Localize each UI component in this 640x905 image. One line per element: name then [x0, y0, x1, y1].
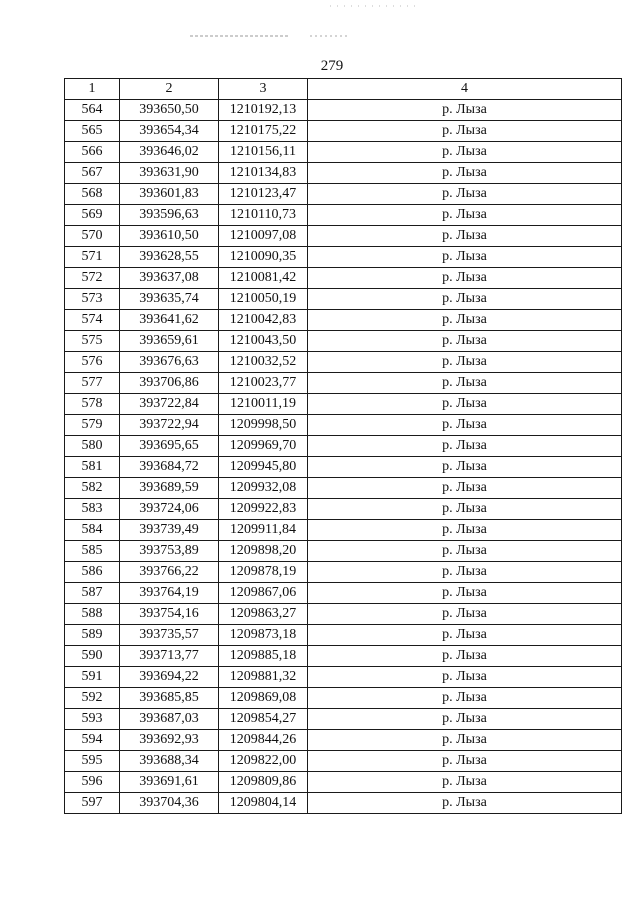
x-coordinate-cell: 393764,19	[120, 583, 219, 604]
table-row	[65, 205, 622, 226]
description-cell: р. Лыза	[308, 289, 622, 310]
y-coordinate-cell: 1209822,00	[219, 751, 308, 772]
table-row	[65, 121, 622, 142]
description-cell: р. Лыза	[308, 646, 622, 667]
table-row	[65, 352, 622, 373]
table-row	[65, 709, 622, 730]
x-coordinate-cell: 393766,22	[120, 562, 219, 583]
y-coordinate-cell: 1209881,32	[219, 667, 308, 688]
description-cell: р. Лыза	[308, 730, 622, 751]
table-row	[65, 457, 622, 478]
y-coordinate-cell: 1209898,20	[219, 541, 308, 562]
table-row	[65, 583, 622, 604]
table-row	[65, 646, 622, 667]
coordinates-table	[64, 78, 622, 814]
table-row	[65, 100, 622, 121]
x-coordinate-cell: 393695,65	[120, 436, 219, 457]
description-cell: р. Лыза	[308, 436, 622, 457]
y-coordinate-cell: 1209867,06	[219, 583, 308, 604]
point-number-cell: 592	[65, 688, 120, 709]
y-coordinate-cell: 1209969,70	[219, 436, 308, 457]
description-cell: р. Лыза	[308, 205, 622, 226]
y-coordinate-cell: 1210192,13	[219, 100, 308, 121]
x-coordinate-cell: 393706,86	[120, 373, 219, 394]
x-coordinate-cell: 393724,06	[120, 499, 219, 520]
point-number-cell: 577	[65, 373, 120, 394]
column-header: 3	[219, 79, 308, 100]
table-row	[65, 688, 622, 709]
x-coordinate-cell: 393691,61	[120, 772, 219, 793]
column-header: 4	[308, 79, 622, 100]
page-number: 279	[320, 58, 344, 74]
x-coordinate-cell: 393713,77	[120, 646, 219, 667]
y-coordinate-cell: 1210097,08	[219, 226, 308, 247]
x-coordinate-cell: 393692,93	[120, 730, 219, 751]
description-cell: р. Лыза	[308, 667, 622, 688]
x-coordinate-cell: 393722,84	[120, 394, 219, 415]
point-number-cell: 584	[65, 520, 120, 541]
description-cell: р. Лыза	[308, 499, 622, 520]
x-coordinate-cell: 393650,50	[120, 100, 219, 121]
description-cell: р. Лыза	[308, 163, 622, 184]
y-coordinate-cell: 1209922,83	[219, 499, 308, 520]
x-coordinate-cell: 393689,59	[120, 478, 219, 499]
description-cell: р. Лыза	[308, 562, 622, 583]
table-row	[65, 562, 622, 583]
table-row	[65, 247, 622, 268]
x-coordinate-cell: 393722,94	[120, 415, 219, 436]
table-row	[65, 331, 622, 352]
point-number-cell: 589	[65, 625, 120, 646]
description-cell: р. Лыза	[308, 373, 622, 394]
point-number-cell: 586	[65, 562, 120, 583]
table-row	[65, 625, 622, 646]
point-number-cell: 573	[65, 289, 120, 310]
point-number-cell: 593	[65, 709, 120, 730]
y-coordinate-cell: 1209932,08	[219, 478, 308, 499]
point-number-cell: 575	[65, 331, 120, 352]
table-row	[65, 667, 622, 688]
description-cell: р. Лыза	[308, 793, 622, 814]
description-cell: р. Лыза	[308, 226, 622, 247]
point-number-cell: 566	[65, 142, 120, 163]
table-row	[65, 268, 622, 289]
description-cell: р. Лыза	[308, 709, 622, 730]
x-coordinate-cell: 393704,36	[120, 793, 219, 814]
table-row	[65, 142, 622, 163]
x-coordinate-cell: 393610,50	[120, 226, 219, 247]
table-row	[65, 520, 622, 541]
y-coordinate-cell: 1210043,50	[219, 331, 308, 352]
point-number-cell: 571	[65, 247, 120, 268]
scan-artifact-marks	[180, 2, 480, 42]
table-row	[65, 184, 622, 205]
description-cell: р. Лыза	[308, 268, 622, 289]
description-cell: р. Лыза	[308, 625, 622, 646]
x-coordinate-cell: 393601,83	[120, 184, 219, 205]
description-cell: р. Лыза	[308, 688, 622, 709]
y-coordinate-cell: 1210023,77	[219, 373, 308, 394]
point-number-cell: 574	[65, 310, 120, 331]
point-number-cell: 587	[65, 583, 120, 604]
point-number-cell: 595	[65, 751, 120, 772]
x-coordinate-cell: 393635,74	[120, 289, 219, 310]
point-number-cell: 576	[65, 352, 120, 373]
description-cell: р. Лыза	[308, 394, 622, 415]
y-coordinate-cell: 1210042,83	[219, 310, 308, 331]
table-row	[65, 394, 622, 415]
description-cell: р. Лыза	[308, 457, 622, 478]
y-coordinate-cell: 1210050,19	[219, 289, 308, 310]
point-number-cell: 568	[65, 184, 120, 205]
y-coordinate-cell: 1210032,52	[219, 352, 308, 373]
point-number-cell: 583	[65, 499, 120, 520]
table-row	[65, 751, 622, 772]
x-coordinate-cell: 393676,63	[120, 352, 219, 373]
point-number-cell: 570	[65, 226, 120, 247]
y-coordinate-cell: 1210090,35	[219, 247, 308, 268]
description-cell: р. Лыза	[308, 415, 622, 436]
x-coordinate-cell: 393688,34	[120, 751, 219, 772]
y-coordinate-cell: 1210175,22	[219, 121, 308, 142]
x-coordinate-cell: 393659,61	[120, 331, 219, 352]
description-cell: р. Лыза	[308, 310, 622, 331]
column-header: 1	[65, 79, 120, 100]
x-coordinate-cell: 393684,72	[120, 457, 219, 478]
x-coordinate-cell: 393753,89	[120, 541, 219, 562]
x-coordinate-cell: 393687,03	[120, 709, 219, 730]
table-row	[65, 163, 622, 184]
x-coordinate-cell: 393735,57	[120, 625, 219, 646]
point-number-cell: 588	[65, 604, 120, 625]
table-row	[65, 310, 622, 331]
x-coordinate-cell: 393739,49	[120, 520, 219, 541]
table-body	[65, 100, 622, 814]
y-coordinate-cell: 1210011,19	[219, 394, 308, 415]
y-coordinate-cell: 1209873,18	[219, 625, 308, 646]
y-coordinate-cell: 1210156,11	[219, 142, 308, 163]
description-cell: р. Лыза	[308, 751, 622, 772]
table-row	[65, 772, 622, 793]
description-cell: р. Лыза	[308, 583, 622, 604]
description-cell: р. Лыза	[308, 520, 622, 541]
point-number-cell: 581	[65, 457, 120, 478]
table-row	[65, 478, 622, 499]
point-number-cell: 594	[65, 730, 120, 751]
y-coordinate-cell: 1209878,19	[219, 562, 308, 583]
y-coordinate-cell: 1210134,83	[219, 163, 308, 184]
point-number-cell: 578	[65, 394, 120, 415]
table-row	[65, 289, 622, 310]
y-coordinate-cell: 1209863,27	[219, 604, 308, 625]
y-coordinate-cell: 1209945,80	[219, 457, 308, 478]
y-coordinate-cell: 1209804,14	[219, 793, 308, 814]
table-row	[65, 541, 622, 562]
table-row	[65, 436, 622, 457]
point-number-cell: 582	[65, 478, 120, 499]
description-cell: р. Лыза	[308, 247, 622, 268]
table-row	[65, 604, 622, 625]
x-coordinate-cell: 393685,85	[120, 688, 219, 709]
x-coordinate-cell: 393637,08	[120, 268, 219, 289]
y-coordinate-cell: 1209844,26	[219, 730, 308, 751]
point-number-cell: 569	[65, 205, 120, 226]
table-row	[65, 415, 622, 436]
y-coordinate-cell: 1209885,18	[219, 646, 308, 667]
x-coordinate-cell: 393646,02	[120, 142, 219, 163]
point-number-cell: 572	[65, 268, 120, 289]
x-coordinate-cell: 393641,62	[120, 310, 219, 331]
point-number-cell: 590	[65, 646, 120, 667]
table-row	[65, 793, 622, 814]
point-number-cell: 580	[65, 436, 120, 457]
y-coordinate-cell: 1209869,08	[219, 688, 308, 709]
x-coordinate-cell: 393631,90	[120, 163, 219, 184]
y-coordinate-cell: 1210110,73	[219, 205, 308, 226]
description-cell: р. Лыза	[308, 352, 622, 373]
description-cell: р. Лыза	[308, 541, 622, 562]
x-coordinate-cell: 393754,16	[120, 604, 219, 625]
x-coordinate-cell: 393654,34	[120, 121, 219, 142]
x-coordinate-cell: 393596,63	[120, 205, 219, 226]
point-number-cell: 564	[65, 100, 120, 121]
y-coordinate-cell: 1209854,27	[219, 709, 308, 730]
table-row	[65, 499, 622, 520]
description-cell: р. Лыза	[308, 772, 622, 793]
table-row	[65, 730, 622, 751]
y-coordinate-cell: 1209911,84	[219, 520, 308, 541]
description-cell: р. Лыза	[308, 331, 622, 352]
description-cell: р. Лыза	[308, 604, 622, 625]
table-header-row	[65, 79, 622, 100]
table-row	[65, 226, 622, 247]
point-number-cell: 591	[65, 667, 120, 688]
description-cell: р. Лыза	[308, 121, 622, 142]
point-number-cell: 565	[65, 121, 120, 142]
point-number-cell: 567	[65, 163, 120, 184]
y-coordinate-cell: 1210081,42	[219, 268, 308, 289]
y-coordinate-cell: 1210123,47	[219, 184, 308, 205]
x-coordinate-cell: 393628,55	[120, 247, 219, 268]
table-row	[65, 373, 622, 394]
point-number-cell: 579	[65, 415, 120, 436]
description-cell: р. Лыза	[308, 478, 622, 499]
y-coordinate-cell: 1209809,86	[219, 772, 308, 793]
description-cell: р. Лыза	[308, 100, 622, 121]
description-cell: р. Лыза	[308, 184, 622, 205]
description-cell: р. Лыза	[308, 142, 622, 163]
column-header: 2	[120, 79, 219, 100]
x-coordinate-cell: 393694,22	[120, 667, 219, 688]
point-number-cell: 596	[65, 772, 120, 793]
point-number-cell: 597	[65, 793, 120, 814]
y-coordinate-cell: 1209998,50	[219, 415, 308, 436]
point-number-cell: 585	[65, 541, 120, 562]
